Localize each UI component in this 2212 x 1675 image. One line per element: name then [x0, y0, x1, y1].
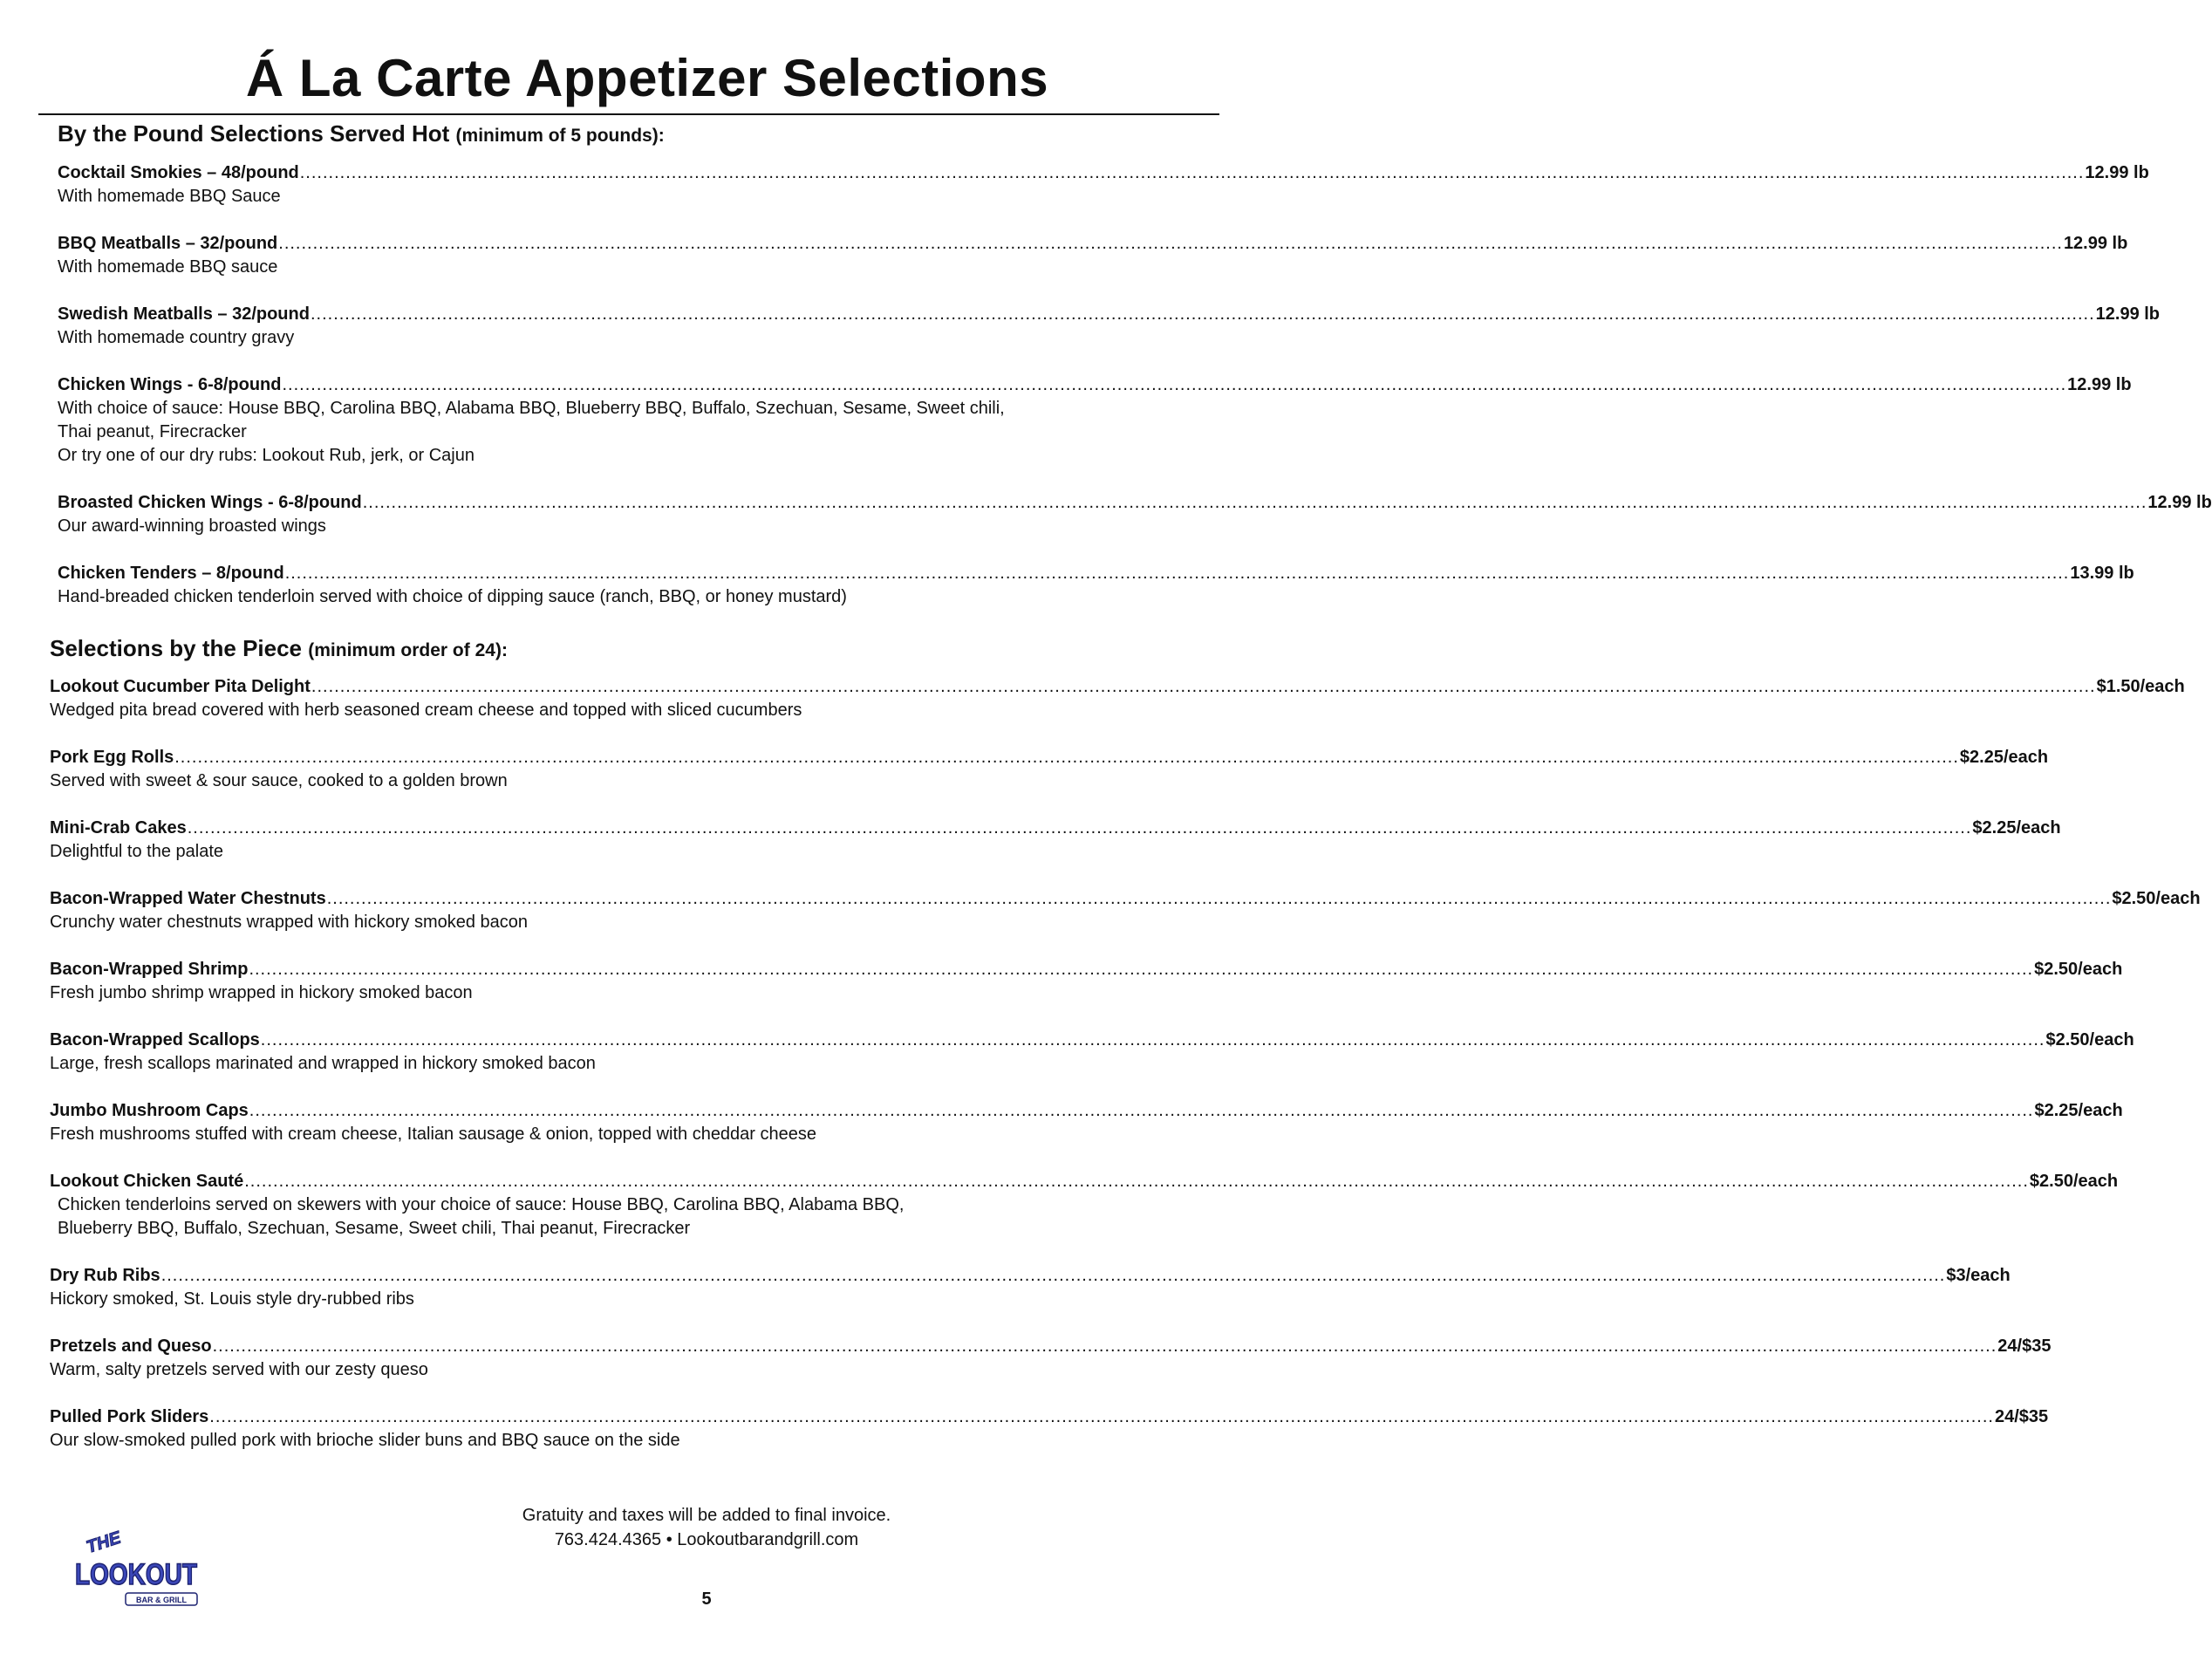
menu-item-swedish-meatballs [58, 303, 2161, 350]
by-the-piece-section [0, 632, 2201, 1476]
menu-item-bbq-meatballs [58, 232, 2128, 279]
item-name: Cocktail Smokies – 48/pound [58, 163, 299, 182]
dot-leader [311, 303, 2095, 326]
item-description: Wedged pita bread covered with herb seasoned cream cheese and topped with sliced cucumbers [50, 701, 802, 720]
item-price: $2.50/each [2045, 1030, 2134, 1049]
item-price: 12.99 lb [2063, 234, 2128, 253]
dot-leader [161, 1264, 1946, 1288]
item-description: Blueberry BBQ, Buffalo, Szechuan, Sesame, Sweet chili, Thai peanut, Firecracker [58, 1219, 691, 1238]
dot-leader [213, 1335, 1997, 1358]
menu-item-mini-crab-cakes [50, 817, 2061, 864]
lookout-logo-graphic [73, 1530, 201, 1610]
item-name: BBQ Meatballs – 32/pound [58, 234, 278, 253]
dot-leader [278, 232, 2063, 256]
menu-item-bacon-scallops [50, 1029, 2134, 1076]
item-name: Bacon-Wrapped Water Chestnuts [50, 889, 326, 908]
item-name: Lookout Cucumber Pita Delight [50, 677, 311, 696]
item-price: $2.25/each [2034, 1101, 2123, 1120]
lookout-logo [73, 1530, 201, 1610]
item-description: Our award-winning broasted wings [58, 516, 326, 536]
item-description: Thai peanut, Firecracker [58, 422, 247, 441]
dot-leader [261, 1029, 2045, 1052]
menu-item-chicken-saute [50, 1170, 2119, 1241]
menu-item-pork-egg-rolls [50, 746, 2049, 793]
page-number: 5 [701, 1590, 712, 1609]
item-price: 24/$35 [1997, 1337, 2052, 1356]
item-price: $2.25/each [1959, 748, 2049, 767]
item-price: $2.50/each [2029, 1172, 2119, 1191]
section-heading-text: By the Pound Selections Served Hot [58, 120, 450, 147]
dot-leader [244, 1170, 2029, 1193]
item-name: Pulled Pork Sliders [50, 1407, 209, 1426]
item-name: Mini-Crab Cakes [50, 818, 187, 838]
dot-leader [209, 1405, 1994, 1429]
menu-item-chicken-wings [58, 373, 2132, 468]
section-heading-text: Selections by the Piece [50, 635, 303, 661]
dot-leader [300, 161, 2085, 185]
title-divider [38, 113, 1219, 115]
by-the-pound-section [0, 117, 2212, 632]
item-description: Hickory smoked, St. Louis style dry-rubbed ribs [50, 1289, 414, 1309]
item-price: 24/$35 [1994, 1407, 2049, 1426]
item-price: 12.99 lb [2095, 304, 2161, 324]
item-name: Bacon-Wrapped Shrimp [50, 960, 249, 979]
item-description: With choice of sauce: House BBQ, Carolina BBQ, Alabama BBQ, Blueberry BBQ, Buffalo, Szechuan, Sesame, Sweet chili, [58, 399, 1005, 418]
item-name: Broasted Chicken Wings - 6-8/pound [58, 493, 362, 512]
dot-leader [188, 817, 1972, 840]
item-name: Jumbo Mushroom Caps [50, 1101, 249, 1120]
item-description: Chicken tenderloins served on skewers with your choice of sauce: House BBQ, Carolina BBQ, Alabama BBQ, [58, 1195, 905, 1214]
item-name: Pretzels and Queso [50, 1337, 212, 1356]
item-price: $3/each [1946, 1266, 2011, 1285]
dot-leader [249, 958, 2033, 981]
menu-item-dry-rub-ribs [50, 1264, 2011, 1311]
footer-contact: 763.424.4365 • Lookoutbarandgrill.com [554, 1530, 859, 1549]
menu-item-bacon-shrimp [50, 958, 2123, 1005]
item-description: Fresh jumbo shrimp wrapped in hickory smoked bacon [50, 983, 473, 1002]
item-name: Lookout Chicken Sauté [50, 1172, 244, 1191]
item-price: $2.50/each [2112, 889, 2201, 908]
menu-item-cucumber-pita [50, 675, 2185, 722]
item-name: Chicken Wings - 6-8/pound [58, 375, 282, 394]
item-name: Swedish Meatballs – 32/pound [58, 304, 310, 324]
item-description: With homemade country gravy [58, 328, 295, 347]
menu-item-broasted-wings [58, 491, 2212, 538]
item-name: Bacon-Wrapped Scallops [50, 1030, 260, 1049]
item-price: $1.50/each [2096, 677, 2185, 696]
dot-leader [285, 562, 2070, 585]
item-description: Or try one of our dry rubs: Lookout Rub, jerk, or Cajun [58, 446, 474, 465]
item-price: 12.99 lb [2147, 493, 2212, 512]
menu-item-chicken-tenders [58, 562, 2134, 609]
menu-item-pretzels-queso [50, 1335, 2052, 1382]
item-name: Pork Egg Rolls [50, 748, 174, 767]
dot-leader [283, 373, 2067, 397]
item-description: Served with sweet & sour sauce, cooked to a golden brown [50, 771, 508, 790]
item-price: $2.50/each [2034, 960, 2123, 979]
item-description: With homemade BBQ sauce [58, 257, 278, 277]
item-name: Dry Rub Ribs [50, 1266, 160, 1285]
section-subheading: (minimum order of 24): [308, 640, 508, 660]
logo-top-text: THE [84, 1528, 124, 1558]
dot-leader [174, 746, 1959, 769]
dot-leader [327, 887, 2112, 911]
item-price: 12.99 lb [2067, 375, 2132, 394]
dot-leader [363, 491, 2147, 515]
logo-main-text: LOOKOUT [75, 1558, 198, 1591]
section-heading [50, 632, 1294, 667]
menu-item-cocktail-smokies [58, 161, 2149, 209]
section-subheading: (minimum of 5 pounds): [455, 126, 665, 146]
item-price: 13.99 lb [2070, 564, 2134, 583]
item-description: With homemade BBQ Sauce [58, 187, 281, 206]
item-description: Large, fresh scallops marinated and wrapped in hickory smoked bacon [50, 1054, 596, 1073]
item-description: Hand-breaded chicken tenderloin served with choice of dipping sauce (ranch, BBQ, or honey mustard) [58, 587, 847, 606]
item-name: Chicken Tenders – 8/pound [58, 564, 284, 583]
menu-item-mushroom-caps [50, 1099, 2123, 1146]
item-description: Warm, salty pretzels served with our zesty queso [50, 1360, 428, 1379]
footer-gratuity-note: Gratuity and taxes will be added to final invoice. [522, 1506, 891, 1525]
menu-item-pulled-pork-sliders [50, 1405, 2049, 1453]
item-description: Fresh mushrooms stuffed with cream cheese, Italian sausage & onion, topped with cheddar cheese [50, 1125, 817, 1144]
item-description: Delightful to the palate [50, 842, 224, 861]
logo-sub-text: BAR & GRILL [136, 1596, 187, 1604]
footer [419, 1503, 994, 1552]
dot-leader [311, 675, 2096, 699]
item-price: $2.25/each [1972, 818, 2061, 838]
section-heading [58, 117, 1294, 153]
item-description: Our slow-smoked pulled pork with brioche slider buns and BBQ sauce on the side [50, 1431, 680, 1450]
dot-leader [249, 1099, 2034, 1123]
item-description: Crunchy water chestnuts wrapped with hickory smoked bacon [50, 913, 529, 932]
menu-item-bacon-water-chestnuts [50, 887, 2201, 934]
item-price: 12.99 lb [2085, 163, 2149, 182]
page-title: Á La Carte Appetizer Selections [245, 49, 1049, 107]
